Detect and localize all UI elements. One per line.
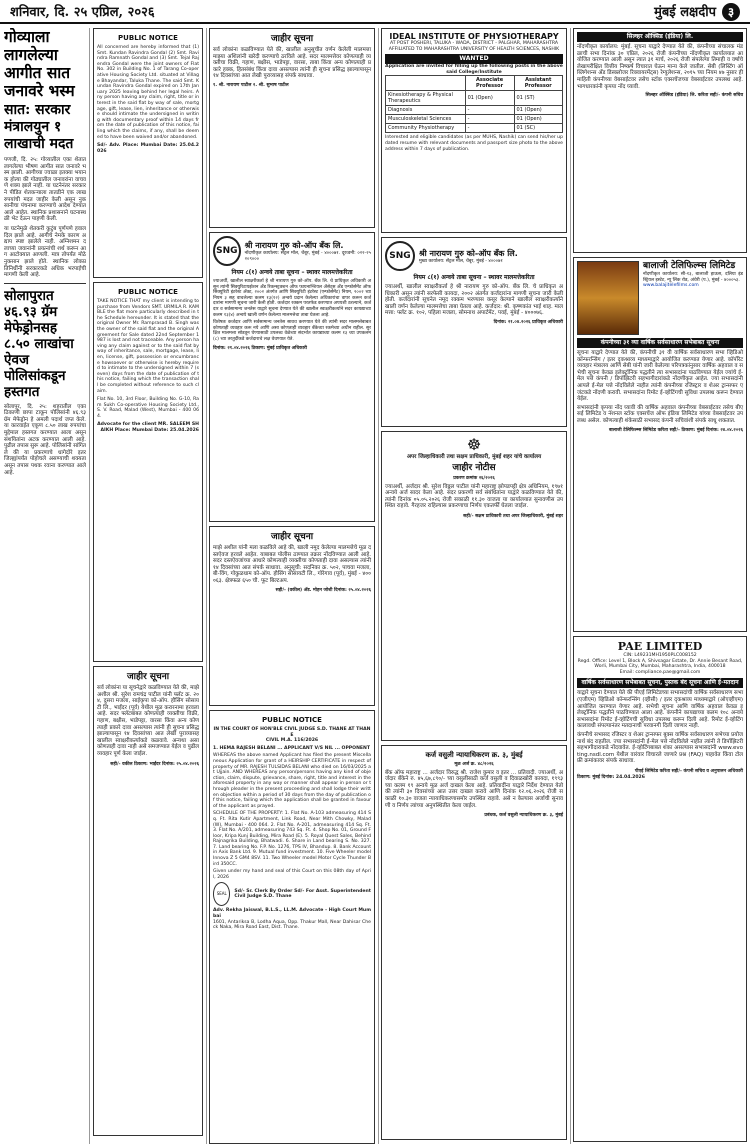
- table-cell: Diagnosis: [386, 106, 466, 115]
- header-date: शनिवार, दि. २५ एप्रिल, २०२६: [10, 5, 155, 20]
- notice-title: PUBLIC NOTICE: [118, 288, 178, 296]
- table-row: [386, 124, 563, 133]
- table-cell: 01 (Open): [514, 115, 562, 124]
- balaji-telefilms-notice: [573, 257, 747, 632]
- article-solapur-body: सोलापूर, दि. २५: शहरातील एका ठिकाणी छापा टाकून पोलिसांनी ४६.९३ ग्रॅम मेफेड्रोन हे अमली पदार्थ जप्त केले. या कारवाईत एकूण ८.५० लाख रुपयांचा मुद्देमाल हस्तगत करण्यात आला असून संशयितांना अटक करण्यात आली आहे. पुढील तपास सुरू आहे. पोलिसांनी सांगितले की या प्रकरणाचे धागेदोरे इतर जिल्ह्यांपर्यंत पोहोचले असण्याची शक्यता असून तपास पथक रवाना करण्यात आले आहे.: [4, 403, 86, 476]
- table-row: [386, 115, 563, 124]
- collector-heading: अपर जिल्हाधिकारी तथा सक्षम प्राधिकारी, मुंबई शहर यांचे कार्यालय: [406, 454, 542, 460]
- table-cell: -: [465, 124, 514, 133]
- bank-name: श्री नारायण गुरु को-ऑप बँक लि.: [244, 240, 344, 250]
- posts-table: [385, 75, 563, 133]
- notice-body: TAKE NOTICE THAT my client is intending to purchase from Vendors SMT. URMILA R. KAMBLE the flat more particularly described in the Schedule hereunder. It is stated that the original Owner Mr. Ramprasad B. Singh was the owner of the said flat and the original Agreement for Sale dated 22nd September 1987 is lost and not traceable. Any person having any claim against or to the said flat by way of inheritance, sale, mortgage, lease, lien, license, gift, possession or encumbrance howsoever or otherwise is hereby required to intimate to the undersigned within 7 (seven) days from the date of publication of this notice, failing which the transaction shall be completed without reference to such claim.: [97, 299, 199, 394]
- drt-notice: [381, 745, 567, 1140]
- notice-title: जाहीर सूचना: [270, 532, 314, 542]
- collector-notice: [381, 431, 567, 741]
- public-notice-gondal: [93, 28, 203, 278]
- bank-notice-title: नियम ८(१) अन्वये ताबा सूचना – स्थावर मालमत्तेकरिता: [231, 269, 353, 276]
- pae-limited-notice: [573, 636, 747, 1142]
- table-cell: Musculoskeletal Sciences: [386, 115, 466, 124]
- notice-body: All concerned are hereby informed that (1) Smt. Kundan Ravindra Gondal (2) Smt. Ravindra Ramnath Gondal and (3) Smt. Tejal Rajendra Gondal were the joint owners of Flat No. 302 in Building No. 1 of Tarang Co-operative Housing Society Ltd. situated at Village Bhayandar, Taluka Thane. The said Smt. Kundan Ravindra Gondal expired on 17th January 2025 leaving behind her legal heirs. Any person having any claim, right, title or interest in the said flat by way of sale, mortgage, gift, lease, lien, inheritance or otherwise should intimate the undersigned in writing with documentary proof within 14 days from the date of publication of this notice, failing which the claims, if any, shall be deemed to have been waived and/or abandoned.: [97, 45, 199, 140]
- balaji-notice-bar: कंपनीच्या ३१ व्या वार्षिक सर्वसाधारण सभेबाबत सूचना: [577, 338, 743, 348]
- table-header-row: [386, 76, 563, 91]
- table-row: [386, 106, 563, 115]
- bank-possession-notice-2: [381, 237, 567, 427]
- drt-body: बँक ऑफ महाराष्ट्र ... अर्जदार विरुद्ध श्री. राजेश कुमार व इतर ... प्रतिवादी. ज्याअर्थी, अर्जदार बँकेने रु. ४५,६७,८९०/- च्या वसुलीसाठी कर्ज वसुली व दिवाळखोरी कायदा, १९९३ च्या कलम १९ अन्वये मूळ अर्ज दाखल केला आहे. प्रतिवादींना याद्वारे निर्देश देण्यात येतो की त्यांनी ३० दिवसांच्या आत उत्तर दाखल करावे आणि दिनांक १२.०६.२०२६ रोजी सकाळी १०.३० वाजता न्यायाधिकरणासमोर उपस्थित राहावे. असे न केल्यास अर्जाची सुनावणी व निर्णय त्यांच्या अनुपस्थितीत केला जाईल.: [385, 769, 563, 809]
- column-news: [4, 28, 86, 1144]
- table-cell: 01 (SC): [514, 124, 562, 133]
- pae-notice-body: याद्वारे सूचना देण्यात येते की पीएई लिमिटेडच्या सभासदांची वार्षिक सर्वसाधारण सभा (एजीएम) व्हिडिओ कॉन्फरन्सिंग (व्हीसी) / इतर दृकश्राव्य माध्यमाद्वारे (ओएव्हीएम) आयोजित करण्यात येणार आहे. सभेची सूचना आणि वार्षिक अहवाल केवळ इलेक्ट्रॉनिक पद्धतीने पाठविण्यात आला आहे. कंपनीने कायद्याच्या कलम १०८ अन्वये सभासदांना रिमोट ई-व्होटिंगची सुविधा उपलब्ध करून दिली आहे. रिमोट ई-व्होटिंग कालावधी संपल्यानंतर मतदानाची परवानगी दिली जाणार नाही.: [577, 690, 743, 730]
- court-schedule: SCHEDULE OF THE PROPERTY: 1. Flat No. A-103 admeasuring 414 Sq. Ft. Rita Kutir Apartment, Link Road, Near Mith Chowky, Malad (W), Mumbai - 400 064. 2. Flat No. A-201, admeasuring 414 Sq. Ft. 3. Flat No. A/201, admeasuring 743 Sq. Ft. 4. Shop No. 01, Ground Floor, Kripa Kunj Building, Mira Road (E). 5. Royal Quest Sales, Behind Rajnagrika Building, Bhatwadi. 6. Share in Land bearing S. No. 327. 7. Land bearing No. F.P. No. 1276, TPS IV, Bhandup. 8. Bank Account in Axis Bank Ltd. 9. Mutual fund investment. 10. Five Wheeler model Innova Z 5 GM4 8SV. 11. Two Wheeler model Motor Cycle Thunder Bird 350CC.: [213, 811, 371, 867]
- collector-body: ज्याअर्थी, अर्जदार श्री. सुरेश विठ्ठल पाटील यांनी महाराष्ट्र झोपडपट्टी क्षेत्र अधिनियम, १९७१ अन्वये अर्ज सादर केला आहे. सदर प्रकरणी सर्व संबंधितांना याद्वारे कळविण्यात येते की, त्यांनी दिनांक ०५.०५.२०२६ रोजी सकाळी ११.३० वाजता या कार्यालयात सुनावणीस उपस्थित राहावे. गैरहजर राहिल्यास प्रकरणाचा निर्णय एकतर्फी घेतला जाईल.: [385, 483, 563, 510]
- pae-cin: CIN: L49231MH1950PLC008152: [623, 653, 697, 658]
- notice-schedule: Flat No. 10, 3rd Floor, Building No. G-10, Ram Sukh Co-operative Housing Society Ltd., S. V. Road, Malad (West), Mumbai - 400 064.: [97, 397, 199, 419]
- bank-notice-body: ज्याअर्थी, खालील स्वाक्षरीकर्ता हे श्री नारायण गुरु को-ऑप. बँक लि. चे प्राधिकृत अधिकारी असून त्यांनी सरफेसी कायदा, २००२ अंतर्गत कर्जदारांना मागणी सूचना जारी केली होती. कर्जदारांनी सूचनेत नमूद रक्कम भरण्यास कसूर केल्याने खालील स्वाक्षरीकर्त्याने खाली वर्णन केलेल्या मालमत्तेचा ताबा घेतला आहे. कर्जदार: श्री. कृष्णकांत भाई शाह. मालमत्ता: फ्लॅट क्र. १०२, पहिला मजला, सोमनाथ अपार्टमेंट, पवई, मुंबई - ४०००७६.: [385, 284, 563, 317]
- institute-wanted-ad: [381, 28, 567, 233]
- headline-solapur-drugs: सोलापुरात ४६.९३ ग्रॅम मेफेड्रोनसह ८.५० लाखांचा ऐवज पोलिसांकडून हस्तगत: [4, 287, 74, 400]
- notice-title: जाहीर सूचना: [270, 34, 314, 44]
- collector-case-number: प्रकरण क्रमांक २६/२०२६: [453, 476, 495, 481]
- balaji-website[interactable]: www.balajitelefilms.com: [643, 283, 699, 289]
- court-notice-title: PUBLIC NOTICE: [262, 716, 322, 724]
- pae-contact: Email: compliance.pae@gmail.com: [619, 669, 701, 675]
- emblem-icon: ☸: [466, 435, 482, 454]
- table-note: Interested and eligible candidates (as per MUHS, Nashik) can send his/her updated resume with relevant documents and passport size photo to the above address within 7 days of publication.: [385, 135, 563, 152]
- balaji-address: नोंदणीकृत कार्यालय: सी-१३, बालाजी हाऊस, दलिया इंडस्ट्रियल इस्टेट, न्यू लिंक रोड, अंधेरी (प.), मुंबई - ४०००५३.: [643, 272, 743, 283]
- pae-company-name: PAE LIMITED: [617, 640, 703, 653]
- paper-name: मुंबई लक्षदीप: [654, 4, 716, 20]
- notice-signature: Advocate for the client MR. SALEEM SHAIKH Place: Mumbai Date: 25.04.2026: [97, 422, 199, 434]
- collector-notice-title: जाहीर नोटीस: [452, 463, 496, 473]
- bank-notice-body-2: विशेषतः कर्जदार आणि सर्वसामान्य जनतेस सावध करण्यात येते की त्यांनी सदर मालमत्तेबाबत कोणताही व्यवहार करू नये आणि असा कोणताही व्यवहार बँकेच्या रकमेच्या अधीन राहील. सुरक्षित मालमत्ता सोडवून घेण्यासाठी उपलब्ध वेळेच्या संदर्भात कायद्याच्या कलम १३ च्या उपकलम (८) च्या तरतुदींकडे कर्जदाराचे लक्ष वेधण्यात येते.: [213, 320, 371, 342]
- court-advocate-address: 1601, Antariksa B, Lodha Aqua, Opp. Thakur Mall, Near Dahisar Check Naka, Mira Road East, Dist. Thane.: [213, 919, 371, 931]
- court-body: WHEREAS the above named Applicant has filed the present Miscellaneous Application for grant of a HEIRSHIP CERTIFICATE in respect of property of MR. RAJESH TULSIDAS BELANI who died on 16/03/2025 at Ujjain. AND WHEREAS any person/persons having any kind of objection, claim, dispute, grievance, share, right, title and interest in the aforesaid property in any way or manner shall appear in person or through pleader in the present proceeding and shall lodge their written objection within a period of 30 days from the day of publication of this notice, failing which the application shall be granted in favour of the applicant as prayed.: [213, 753, 371, 809]
- notice-signature: सही/- वकील ठिकाण: भाईंदर दिनांक: २५.०४.२०२६: [110, 761, 199, 767]
- institute-affiliation: AFFILIATED TO MAHARASHTRA UNIVERSITY OF HEALTH SCIENCES, NASHIK: [388, 46, 560, 52]
- table-header-cell: Assistant Professor: [514, 76, 562, 91]
- table-cell: -: [465, 115, 514, 124]
- public-notice-kamble: [93, 282, 203, 662]
- bank-name: श्री नारायण गुरु को-ऑप बँक लि.: [419, 248, 518, 258]
- company-notice-signature: सिल्व्हर ऑक्सिड (इंडिया) लि. करिता सही/- कंपनी सचिव: [645, 93, 743, 99]
- bank-address: मुख्य कार्यालय: सेंट्रल मॉल, चेंबूर, मुंबई - ४०००७१: [419, 258, 503, 264]
- marathi-notice-top: [209, 28, 375, 228]
- headline-govt-aid: सात: सरकार मंत्रालयुन १ लाखाची मदत: [4, 102, 74, 152]
- notice-body: सर्व लोकांना या सूचनेद्वारे कळविण्यात येते की, माझे अशील श्री. सुरेश रामचंद्र पाटील यांनी फ्लॅट क्र. २०४, दुसरा मजला, साईकृपा को-ऑप. हौसिंग सोसायटी लि., भाईंदर (पूर्व) येथील मूळ करारनामा हरवला आहे. सदर फ्लॅटबाबत कोणत्याही व्यक्तीचा विक्री, गहाण, बक्षीस, भाडेपट्टा, वारसा किंवा अन्य कोणत्याही प्रकारे दावा असल्यास त्यांनी ही सूचना प्रसिद्ध झाल्यापासून १४ दिवसांच्या आत लेखी पुराव्यासह खालील स्वाक्षरीकर्त्याकडे कळवावे. अन्यथा असा कोणताही दावा नाही असे समजण्यात येईल व पुढील व्यवहार पूर्ण केला जाईल.: [97, 685, 199, 757]
- balaji-signature: बालाजी टेलिफिल्म्स लिमिटेड करिता सही/- ठिकाण: मुंबई दिनांक: २४.०४.२०२६: [608, 427, 743, 433]
- table-row: [386, 91, 563, 106]
- page-number: ३: [722, 3, 740, 21]
- page-header: [0, 0, 750, 24]
- bank-notice-title: नियम ८(१) अन्वये ताबा सूचना – स्थावर मालमत्तेकरिता: [413, 274, 535, 281]
- table-cell: Kinesiotherapy & Physical Therapeutics: [386, 91, 466, 106]
- article-goa-fire-body-2: या घटनेमुळे शेतकरी कुटुंब पूर्णपणे हवालदिल झाले आहे. आगीचे नेमके कारण अद्याप स्पष्ट झालेले नाही. अग्निशमन दलाच्या जवानांनी प्रयत्नांची शर्थ करून आग आटोक्यात आणली. मात्र तोपर्यंत मोठे नुकसान झाले होते. स्थानिक लोकप्रतिनिधींनी सरकारकडे अधिक भरपाईची मागणी केली आहे.: [4, 225, 86, 279]
- institute-address: AT POST POSHERI, TALUKA - WADA, DISTRICT - PALGHAR, MAHARASHTRA: [389, 41, 558, 46]
- court-advocate: Adv. Rekha Jaiswal, B.L.S., LL.M. Advocate - High Court Mumbai: [213, 908, 371, 920]
- balaji-company-name: बालाजी टेलिफिल्म्स लिमिटेड: [643, 261, 736, 271]
- drt-case-number: मूळ अर्ज क्र. ४८/२०२६: [454, 762, 494, 767]
- column-corporate: [573, 28, 747, 1144]
- notice-signature: सही/- (वकील) अ‍ॅड. मोहन जोशी दिनांक: २५.०४.२०२६: [275, 587, 371, 593]
- table-cell: 01 (Open): [465, 91, 514, 106]
- notice-body: माझे अशील यांनी मला कळविले आहे की, खाली नमूद केलेल्या मालमत्तेचे मूळ दस्तऐवज हरवले आहेत. याबाबत पोलीस ठाण्यात तक्रार नोंदविण्यात आली आहे. सदर दस्तऐवजांच्या आधारे कोणत्याही व्यक्तीचा कोणताही दावा असल्यास त्यांनी १४ दिवसांच्या आत संपर्क साधावा. अनुसूची: सदनिका क्र. ५०२, पाचवा मजला, बी-विंग, गोकुळधाम को-ऑप. हौसिंग सोसायटी लि., गोरेगाव (पूर्व), मुंबई - ४०००६३. क्षेत्रफळ ६५० चौ. फूट बिल्टअप.: [213, 545, 371, 584]
- wanted-banner: WANTED: [385, 54, 563, 64]
- court-footer: Given under my hand and seal of this Court on this 08th day of April, 2026: [213, 869, 371, 880]
- notice-signature: Sd/- Adv. Place: Mumbai Date: 25.04.2026: [97, 143, 199, 154]
- court-case-number: CIVIL M.A. 116/2026: [265, 738, 319, 744]
- company-title: सिल्व्हर ऑक्सिड (इंडिया) लि.: [577, 32, 743, 42]
- header-masthead: [654, 2, 740, 21]
- bank-logo-icon: SNG: [385, 241, 415, 271]
- headline-goa-fire: गोव्याला लागलेल्या आगीत सात जनावरे भस्म: [4, 28, 75, 100]
- balaji-notice-body: सूचना याद्वारे देण्यात येते की, कंपनीची ३१ वी वार्षिक सर्वसाधारण सभा व्हिडिओ कॉन्फरन्सिंग / इतर दृकश्राव्य माध्यमाद्वारे आयोजित करण्यात येणार आहे. कॉर्पोरेट व्यवहार मंत्रालय आणि सेबी यांनी जारी केलेल्या परिपत्रकांनुसार वार्षिक अहवाल व सभेची सूचना केवळ इलेक्ट्रॉनिक पद्धतीने त्या सभासदांना पाठविण्यात येईल ज्यांचे ई-मेल पत्ते कंपनी / डिपॉझिटरी सहभागीदारांकडे नोंदणीकृत आहेत. ज्या सभासदांनी आपले ई-मेल पत्ते नोंदविलेले नाहीत त्यांनी कंपनीच्या रजिस्ट्रार व शेअर ट्रान्सफर एजंटकडे नोंदणी करावी. सभासदांना रिमोट ई-व्होटिंगची सुविधा उपलब्ध करून देण्यात येईल.: [577, 350, 743, 403]
- bank-notice-signature: दिनांक: २१.०४.२०२६ ठिकाण: मुंबई प्राधिकृत अधिकारी: [213, 345, 307, 351]
- column-notices-3: [381, 28, 567, 1144]
- balaji-notice-body-2: सभासदांनी कृपया नोंद घ्यावी की वार्षिक अहवाल कंपनीच्या वेबसाईटवर तसेच बीएसई लिमिटेड व नॅशनल स्टॉक एक्सचेंज ऑफ इंडिया लिमिटेड यांच्या वेबसाईटवर उपलब्ध असेल. कोणत्याही शंकेसाठी सभासद कंपनी सचिवांशी संपर्क साधू शकतात.: [577, 404, 743, 424]
- column-notices-2: [209, 28, 375, 1144]
- table-cell: 01 (ST): [514, 91, 562, 106]
- table-header-cell: Associate Professor: [465, 76, 514, 91]
- notice-title: जाहीर सूचना: [126, 672, 170, 682]
- pae-signature: पीएई लिमिटेड करिता सही/- कंपनी सचिव व अनुपालन अधिकारी: [634, 768, 743, 774]
- table-cell: Community Physiotherapy: [386, 124, 466, 133]
- company-notice-body: नोंदणीकृत कार्यालय: मुंबई. सूचना याद्वारे देण्यात येते की, कंपनीच्या संचालक मंडळाची सभा दिनांक ३० एप्रिल, २०२६ रोजी कंपनीच्या नोंदणीकृत कार्यालयात आयोजित करण्यात आली असून त्यात ३१ मार्च, २०२६ रोजी संपलेल्या तिमाही व वर्षाचे लेखापरीक्षित वित्तीय निष्कर्ष विचारात घेऊन मान्य केले जातील. सेबी (लिस्टिंग ऑब्लिगेशन्स अँड डिस्क्लोजर रिक्वायरमेंट्स) रेग्युलेशन्स, २०१५ च्या नियम ४७ नुसार ही माहिती कंपनीच्या वेबसाईटवर तसेच स्टॉक एक्सचेंजच्या वेबसाईटवर उपलब्ध आहे. भागधारकांनी कृपया नोंद घ्यावी.: [577, 44, 743, 90]
- company-board-notice: [573, 28, 747, 253]
- article-goa-fire-body: पणजी, दि. २५: गोव्यातील एका शेतात लागलेल्या भीषण आगीत सात जनावरे भस्म झाली. आगीच्या ज्वाळा इतक्या भयानक होत्या की गोठ्यातील जनावरांना वाचवणे शक्य झाले नाही. या घटनेनंतर सरकारने पीडित शेतकऱ्याला तातडीने एक लाख रुपयांची मदत जाहीर केली असून नुकसानीचा पंचनामा करण्याचे आदेश देण्यात आले आहेत. स्थानिक प्रशासनाने घटनास्थळी भेट देऊन पाहणी केली.: [4, 157, 86, 223]
- bank-notice-signature: दिनांक: २१.०४.२०२६ प्राधिकृत अधिकारी: [493, 319, 563, 325]
- wanted-subtitle: Application are invited for filling up the following posts in the above said College/Institute: [385, 64, 563, 75]
- institute-name: IDEAL INSTITUTE OF PHYSIOTHERAPY: [389, 32, 559, 41]
- court-parties: 1. HEMA RAJESH BELANI ... APPLICANT V/S NIL ... OPPONENT: [213, 745, 371, 751]
- marathi-notice-middle: [209, 526, 375, 706]
- drt-heading: कर्ज वसुली न्यायाधिकरण क्र. ३, मुंबई: [425, 751, 523, 759]
- notice-body: सर्व लोकांना कळविण्यात येते की, खालील अनुसूचीत वर्णन केलेली मालमत्ता माझ्या अशिलांनी खरेदी करण्याचे ठरविले आहे. सदर मालमत्तेवर कोणत्याही व्यक्तीचा विक्री, गहाण, बक्षीस, भाडेपट्टा, वारसा, ताबा किंवा अन्य कोणत्याही प्रकारे हक्क, हितसंबंध किंवा दावा असल्यास त्यांनी ही सूचना प्रसिद्ध झाल्यापासून १४ दिवसांच्या आत लेखी पुराव्यासह संपर्क साधावा.: [213, 47, 371, 80]
- bank-possession-notice-1: [209, 232, 375, 522]
- pae-address: Regd. Office: Level 1, Block A, Shivsagar Estate, Dr. Annie Besant Road, Worli, Mumbai City, Mumbai, Maharashtra, India, 400018: [577, 658, 743, 670]
- court-public-notice: [209, 710, 375, 1144]
- bank-address: नोंदणीकृत कार्यालय: सेंट्रल मॉल, चेंबूर, मुंबई - ४०००७१. दूरध्वनी: ०२२-२५२०९०००: [244, 250, 371, 262]
- pae-notice-body-2: कंपनीचे सभासद रजिस्टर व शेअर ट्रान्सफर बुक्स वार्षिक सर्वसाधारण सभेच्या प्रयोजनार्थ बंद राहतील. ज्या सभासदांनी ई-मेल पत्ते नोंदविलेले नाहीत त्यांनी ते डिपॉझिटरी सहभागीदाराकडे नोंदवावेत. ई-व्होटिंगबाबत शंका असल्यास सभासदांनी www.evoting.nsdl.com येथील वारंवार विचारले जाणारे प्रश्न (FAQ) पाहावेत किंवा टोल फ्री क्रमांकावर संपर्क साधावा.: [577, 731, 743, 765]
- court-heading: IN THE COURT OF HON'BLE CIVIL JUDGE S.D. THANE AT THANE: [213, 727, 371, 738]
- table-cell: 01 (Open): [514, 106, 562, 115]
- drt-signature: प्रबंधक, कर्ज वसुली न्यायाधिकरण क्र. ३, मुंबई: [484, 813, 563, 819]
- court-seal-icon: SEAL: [213, 882, 230, 906]
- pae-notice-bar: वार्षिक सर्वसाधारण सभेबाबत सूचना, पुस्तक बंद सूचना आणि ई-मतदान: [577, 678, 743, 688]
- court-signature: Sd/- Sr. Clerk By Order Sd/- For Asst. Superintendent Civil Judge S.D. Thane: [234, 888, 371, 900]
- marathi-notice-col2: [93, 666, 203, 1136]
- notice-signature: १. श्री. नारायण पाटील २. श्री. सुभाष पाटील: [213, 82, 289, 88]
- collector-signature: सही/- सक्षम प्राधिकारी तथा अपर जिल्हाधिकारी, मुंबई शहर: [463, 513, 563, 519]
- bank-notice-body: ज्याअर्थी, खालील स्वाक्षरीकर्ता हे श्री नारायण गुरु को-ऑप. बँक लि. चे प्राधिकृत अधिकारी असून त्यांनी सिक्युरिटायझेशन अँड रिकन्स्ट्रक्शन ऑफ फायनान्शियल ॲसेट्स अँड एन्फोर्समेंट ऑफ सिक्युरिटी इंटरेस्ट ॲक्ट, २००२ अंतर्गत आणि सिक्युरिटी इंटरेस्ट (एन्फोर्समेंट) नियम, २००२ च्या नियम ३ सह वाचलेल्या कलम १३(१२) अन्वये प्रदान केलेल्या अधिकारांचा वापर करून कर्जदारांना मागणी सूचना जारी केली होती. कर्जदार रक्कम परतफेड करण्यात अपयशी ठरल्याने, कर्जदार व सर्वसामान्य जनतेस याद्वारे सूचना देण्यात येते की खालील स्वाक्षरीकर्त्याने सदर कायद्याच्या कलम १३(४) अन्वये खाली वर्णन केलेल्या मालमत्तेचा ताबा घेतला आहे.: [213, 279, 371, 318]
- notice-title: PUBLIC NOTICE: [118, 34, 178, 42]
- column-notices-1: [93, 28, 203, 1144]
- table-header-cell: [386, 76, 466, 91]
- deity-logo-icon: [577, 261, 639, 335]
- bank-logo-icon: SNG: [213, 236, 241, 266]
- pae-date: ठिकाण: मुंबई दिनांक: 24.04.2026: [577, 774, 645, 780]
- table-cell: -: [465, 106, 514, 115]
